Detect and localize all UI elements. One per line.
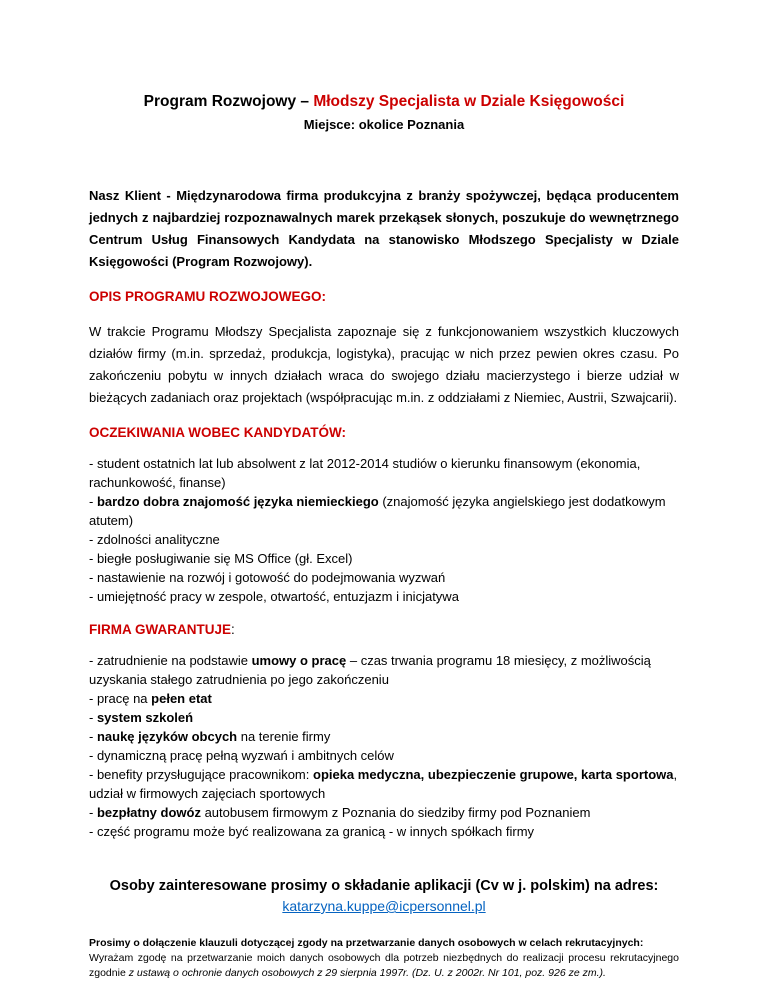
item-rest: – czas trwania programu 18 miesięcy, z możliwością uzyskania stałego zatrudnienia po jego zakończeniu	[89, 653, 651, 687]
list-item: - dynamiczną pracę pełną wyzwań i ambitnych celów	[89, 748, 394, 763]
consent-italic: z ustawą o ochronie danych osobowych z 29 sierpnia 1997r. (Dz. U. z 2002r. Nr 101, poz. 926 ze zm.).	[128, 967, 606, 979]
item-rest: autobusem firmowym z Poznania do siedziby firmy pod Poznaniem	[200, 805, 591, 820]
list-item: - biegłe posługiwanie się MS Office (gł. Excel)	[89, 551, 353, 566]
program-description: W trakcie Programu Młodszy Specjalista zapoznaje się z funkcjonowaniem wszystkich kluczowych działów firmy (m.in. sprzedaż, produkcja, logistyka), pracując w nich przez pewien okres czasu. Po zakończeniu pobytu w innych działach wraca do swojego działu macierzystego i bierze udział w bieżących zadaniach oraz projektach (współpracując m.in. z oddziałami z Niemiec, Austrii, Szwajcarii).	[89, 324, 679, 405]
consent-text: Wyrażam zgodę na przetwarzanie moich danych osobowych dla potrzeb niezbędnych do realizacji procesu rekrutacyjnego zgodnie	[89, 952, 679, 979]
item-bold: opieka medyczna, ubezpieczenie grupowe, karta sportowa	[313, 767, 674, 782]
item-rest: (znajomość języka angielskiego jest dodatkowym atutem)	[89, 494, 666, 528]
list-item	[89, 651, 679, 689]
list-item	[89, 492, 679, 530]
expectations-list	[89, 454, 679, 606]
guarantees-heading-text: FIRMA GWARANTUJE	[89, 622, 231, 637]
program-heading: OPIS PROGRAMU ROZWOJOWEGO:	[89, 289, 327, 304]
item-prefix: - pracę na	[89, 691, 152, 706]
page-title	[89, 92, 679, 112]
item-bold: system szkoleń	[96, 710, 194, 725]
consent-clause	[89, 951, 679, 981]
item-bold: bezpłatny dowóz	[96, 805, 201, 820]
item-prefix: - zatrudnienie na podstawie	[89, 653, 252, 668]
consent-request: Prosimy o dołączenie klauzuli dotyczącej zgody na przetwarzanie danych osobowych w celach rekrutacyjnych:	[89, 937, 644, 949]
item-bold: pełen etat	[151, 691, 212, 706]
list-item: - zdolności analityczne	[89, 532, 220, 547]
guarantees-list	[89, 651, 679, 841]
list-item: - nastawienie na rozwój i gotowość do podejmowania wyzwań	[89, 570, 446, 585]
item-bold: naukę języków obcych	[96, 729, 238, 744]
title-prefix: Program Rozwojowy –	[143, 93, 314, 110]
list-item: - student ostatnich lat lub absolwent z lat 2012-2014 studiów o kierunku finansowym (ekonomia, rachunkowość, finanse)	[89, 456, 641, 490]
intro-paragraph: Nasz Klient - Międzynarodowa firma produkcyjna z branży spożywczej, będąca producentem jednych z najbardziej rozpoznawalnych marek przekąsek słonych, poszukuje do wewnętrznego Centrum Usług Finansowych Kandydata na stanowisko Młodszego Specjalisty w Dziale Księgowości (Program Rozwojowy).	[89, 188, 679, 269]
guarantees-heading	[89, 620, 679, 639]
list-item: - część programu może być realizowana za granicą - w innych spółkach firmy	[89, 824, 535, 839]
list-item: - umiejętność pracy w zespole, otwartość, entuzjazm i inicjatywa	[89, 589, 459, 604]
item-prefix: -	[89, 494, 97, 509]
contact-email-wrapper	[89, 897, 679, 916]
contact-heading: Osoby zainteresowane prosimy o składanie aplikacji (Cv w j. polskim) na adres:	[109, 878, 659, 894]
item-bold: bardzo dobra znajomość języka niemieckiego	[96, 494, 379, 509]
item-prefix: -	[89, 805, 97, 820]
document-page	[89, 92, 679, 981]
item-prefix: -	[89, 729, 97, 744]
list-item	[89, 727, 679, 746]
item-rest: na terenie firmy	[237, 729, 331, 744]
list-item	[89, 708, 679, 727]
expectations-heading: OCZEKIWANIA WOBEC KANDYDATÓW:	[89, 425, 346, 440]
location-subtitle: Miejsce: okolice Poznania	[303, 117, 465, 132]
list-item	[89, 803, 679, 822]
guarantees-heading-colon: :	[231, 622, 235, 637]
list-item	[89, 689, 679, 708]
contact-email-link[interactable]: katarzyna.kuppe@icpersonnel.pl	[282, 898, 486, 914]
item-rest: , udział w firmowych zajęciach sportowych	[89, 767, 678, 801]
list-item	[89, 765, 679, 803]
item-prefix: -	[89, 710, 97, 725]
title-accent: Młodszy Specjalista w Dziale Księgowości	[313, 93, 625, 110]
item-bold: umowy o pracę	[251, 653, 347, 668]
item-prefix: - benefity przysługujące pracownikom:	[89, 767, 313, 782]
